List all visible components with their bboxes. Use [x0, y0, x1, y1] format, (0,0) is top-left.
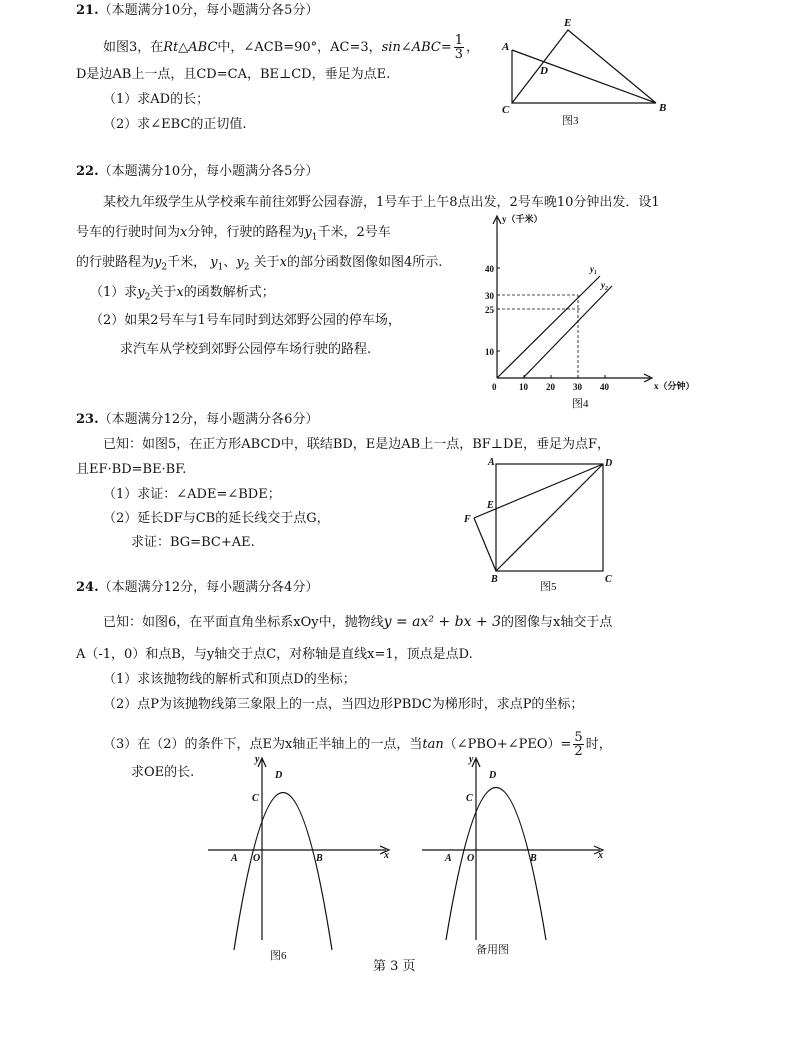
q23-heading [76, 411, 318, 429]
fig5-label-a: A [488, 457, 495, 468]
q21-line2: D是边AB上一点，且CD=CA，BE⊥CD，垂足为点E. [76, 67, 391, 82]
segments-ce-eb [512, 30, 656, 103]
q22-line3: 的行驶路程为$y_2$千米， $y_1$、$y_2$ 关于x的部分函数图像如图4所示. [76, 255, 443, 273]
q22-line3-x: x [279, 255, 287, 270]
q22-sub1: （1）求$y_2$关于x的函数解析式； [90, 285, 275, 303]
fig4-xtick-10: 10 [519, 382, 528, 392]
fig4-xtick-30: 30 [573, 382, 582, 392]
q22-sub1-b: 关于 [150, 285, 177, 300]
q24-sub3-c: 时， [585, 737, 612, 752]
q21-line1 [103, 34, 479, 61]
q21-line1-c: 中，∠ACB=90°，AC=3， [217, 40, 382, 55]
fig5-caption: 图5 [540, 581, 557, 593]
q23-line1: 已知：如图5，在正方形ABCD中，联结BD，E是边AB上一点，BF⊥DE，垂足为点F， [103, 437, 610, 452]
q22-sub1-c: 的函数解析式； [183, 285, 275, 300]
q22-sub2-cont: 求汽车从学校到郊野公园停车场行驶的路程. [120, 342, 372, 357]
fig6-label-x: x [384, 850, 389, 861]
q21-number: 21. [76, 3, 99, 18]
q24-sub3-tan: tan [422, 737, 444, 752]
spare-label-b: B [530, 853, 537, 864]
q24-line1-a: 已知：如图6，在平面直角坐标系xOy中，抛物线 [103, 615, 384, 630]
fig6-label-a: A [231, 853, 238, 864]
q23-sub2-cont: 求证：BG=BC+AE. [131, 535, 255, 550]
q24-sub1: （1）求该抛物线的解析式和顶点D的坐标； [103, 672, 356, 687]
fig4-ytick-40: 40 [485, 264, 494, 274]
q22-header: （本题满分10分，每小题满分各5分） [98, 164, 319, 179]
q22-line3-d: 的部分函数图像如图4所示. [286, 255, 443, 270]
fig4-origin: 0 [492, 382, 497, 392]
fig4-xtick-20: 20 [546, 382, 555, 392]
q22-sub1-x: x [176, 285, 184, 300]
q21-frac-den: 3 [454, 47, 464, 62]
q22-line2-a: 号车的行驶时间为 [76, 225, 181, 240]
q24-header: （本题满分12分，每小题满分各4分） [98, 580, 319, 595]
q21-line1-end: ， [466, 40, 480, 55]
fig4-caption: 图4 [572, 398, 589, 410]
fig4-ytick-30: 30 [485, 291, 494, 301]
q21-header: （本题满分10分，每小题满分各5分） [98, 3, 319, 18]
q22-sub1-a: （1）求 [90, 285, 138, 300]
q21-line1-a: 如图3，在 [103, 40, 164, 55]
q24-number: 24. [76, 580, 99, 595]
fig4-ytick-10: 10 [485, 347, 494, 357]
triangle-abc [512, 50, 656, 103]
spare-label-o: O [467, 853, 475, 864]
fig5-label-c: C [605, 574, 612, 585]
q21-heading [76, 2, 318, 20]
fig3-label-b: B [659, 102, 667, 114]
fig5-label-d: D [605, 458, 613, 469]
fig4-y-axis-label: y（千米） [502, 214, 543, 224]
diagonal-bd [496, 464, 603, 571]
fig5-label-f: F [464, 514, 471, 525]
spare-caption: 备用图 [476, 944, 509, 956]
spare-label-c: C [466, 793, 473, 804]
q24-line1 [103, 613, 612, 632]
fig4-ytick-25: 25 [485, 305, 494, 315]
q21-line1-b: Rt△ABC [163, 40, 218, 55]
q24-equation: y = ax² + bx + 3 [383, 614, 502, 630]
figure-3 [498, 14, 678, 132]
q22-sub2: （2）如果2号车与1号车同时到达郊野公园的停车场， [90, 313, 401, 328]
fig3-label-c: C [502, 104, 510, 116]
fig6-label-c: C [252, 793, 259, 804]
q24-line2: A（-1，0）和点B，与y轴交于点C，对称轴是直线x=1，顶点是点D. [76, 647, 473, 662]
q22-line2-y1: y [304, 225, 312, 240]
page-number: 第 3 页 [373, 959, 416, 974]
q22-line3-b: 千米， [167, 255, 207, 270]
q23-sub2: （2）延长DF与CB的延长线交于点G， [103, 511, 330, 526]
fig6-label-d: D [275, 770, 283, 781]
spare-label-x: x [598, 850, 603, 861]
q24-sub2: （2）点P为该抛物线第三象限上的一点，当四边形PBDC为梯形时，求点P的坐标； [103, 697, 584, 712]
fig4-label-y2: y₂ [601, 280, 609, 290]
q22-line2: 号车的行驶时间为x分钟，行驶的路程为$y_1$千米，2号车 [76, 225, 391, 243]
fig3-caption: 图3 [562, 115, 579, 127]
spare-label-d: D [489, 770, 497, 781]
q21-sin: sin∠ABC= [381, 40, 452, 55]
figure-6 [200, 750, 400, 965]
q24-sub3-b: （∠PBO+∠PEO）= [443, 737, 572, 752]
q22-line2-c: 千米，2号车 [317, 225, 391, 240]
q22-line2-b: 分钟，行驶的路程为 [187, 225, 305, 240]
fig4-x-axis-label: x（分钟） [654, 381, 695, 391]
fig6-parabola [234, 793, 332, 951]
q24-line1-b: 的图像与x轴交于点 [501, 615, 613, 630]
q22-line3-c: 关于 [253, 255, 280, 270]
fig3-label-e: E [564, 17, 572, 29]
q24-heading [76, 579, 318, 597]
q24-sub3-cont: 求OE的长. [131, 765, 195, 780]
q23-line2: 且EF·BD=BE·BF. [76, 462, 187, 477]
q24-frac-num: 5 [574, 730, 583, 745]
fig4-line-y2 [523, 286, 612, 378]
q22-line3-a: 的行驶路程为 [76, 255, 155, 270]
fig5-label-b: B [491, 574, 498, 585]
q22-heading [76, 163, 318, 181]
fig3-label-a: A [502, 41, 510, 53]
q21-fraction [454, 34, 464, 61]
q22-line2-x: x [180, 225, 188, 240]
fig4-label-y1: y₁ [590, 264, 598, 274]
fig3-label-d: D [540, 65, 548, 77]
q21-sub1: （1）求AD的长； [103, 92, 210, 107]
fig6-label-o: O [253, 853, 261, 864]
q23-sub1: （1）求证：∠ADE=∠BDE； [103, 487, 281, 502]
fig6-label-b: B [316, 853, 323, 864]
spare-label-y: y [469, 754, 474, 765]
q21-sub2: （2）求∠EBC的正切值. [103, 117, 247, 132]
figure-spare [414, 750, 614, 965]
fig4-line-y1 [497, 276, 600, 378]
spare-label-a: A [445, 853, 452, 864]
q24-sub3-a: （3）在（2）的条件下，点E为x轴正半轴上的一点，当 [103, 737, 423, 752]
figure-4 [468, 210, 698, 410]
q22-line3-y2: y [154, 255, 162, 270]
fig4-xtick-40: 40 [600, 382, 609, 392]
q22-number: 22. [76, 164, 99, 179]
figure-5 [458, 452, 628, 598]
segment-bf [474, 518, 496, 571]
q24-frac-den: 2 [574, 744, 583, 759]
q21-frac-num: 1 [454, 33, 464, 48]
fig6-caption: 图6 [270, 950, 287, 962]
q23-header: （本题满分12分，每小题满分各6分） [98, 412, 319, 427]
q23-number: 23. [76, 412, 99, 427]
q22-line1: 某校九年级学生从学校乘车前往郊野公园春游，1号车于上午8点出发，2号车晚10分钟出发．设1 [103, 195, 660, 210]
fig5-label-e: E [487, 500, 494, 511]
fig6-label-y: y [255, 754, 260, 765]
